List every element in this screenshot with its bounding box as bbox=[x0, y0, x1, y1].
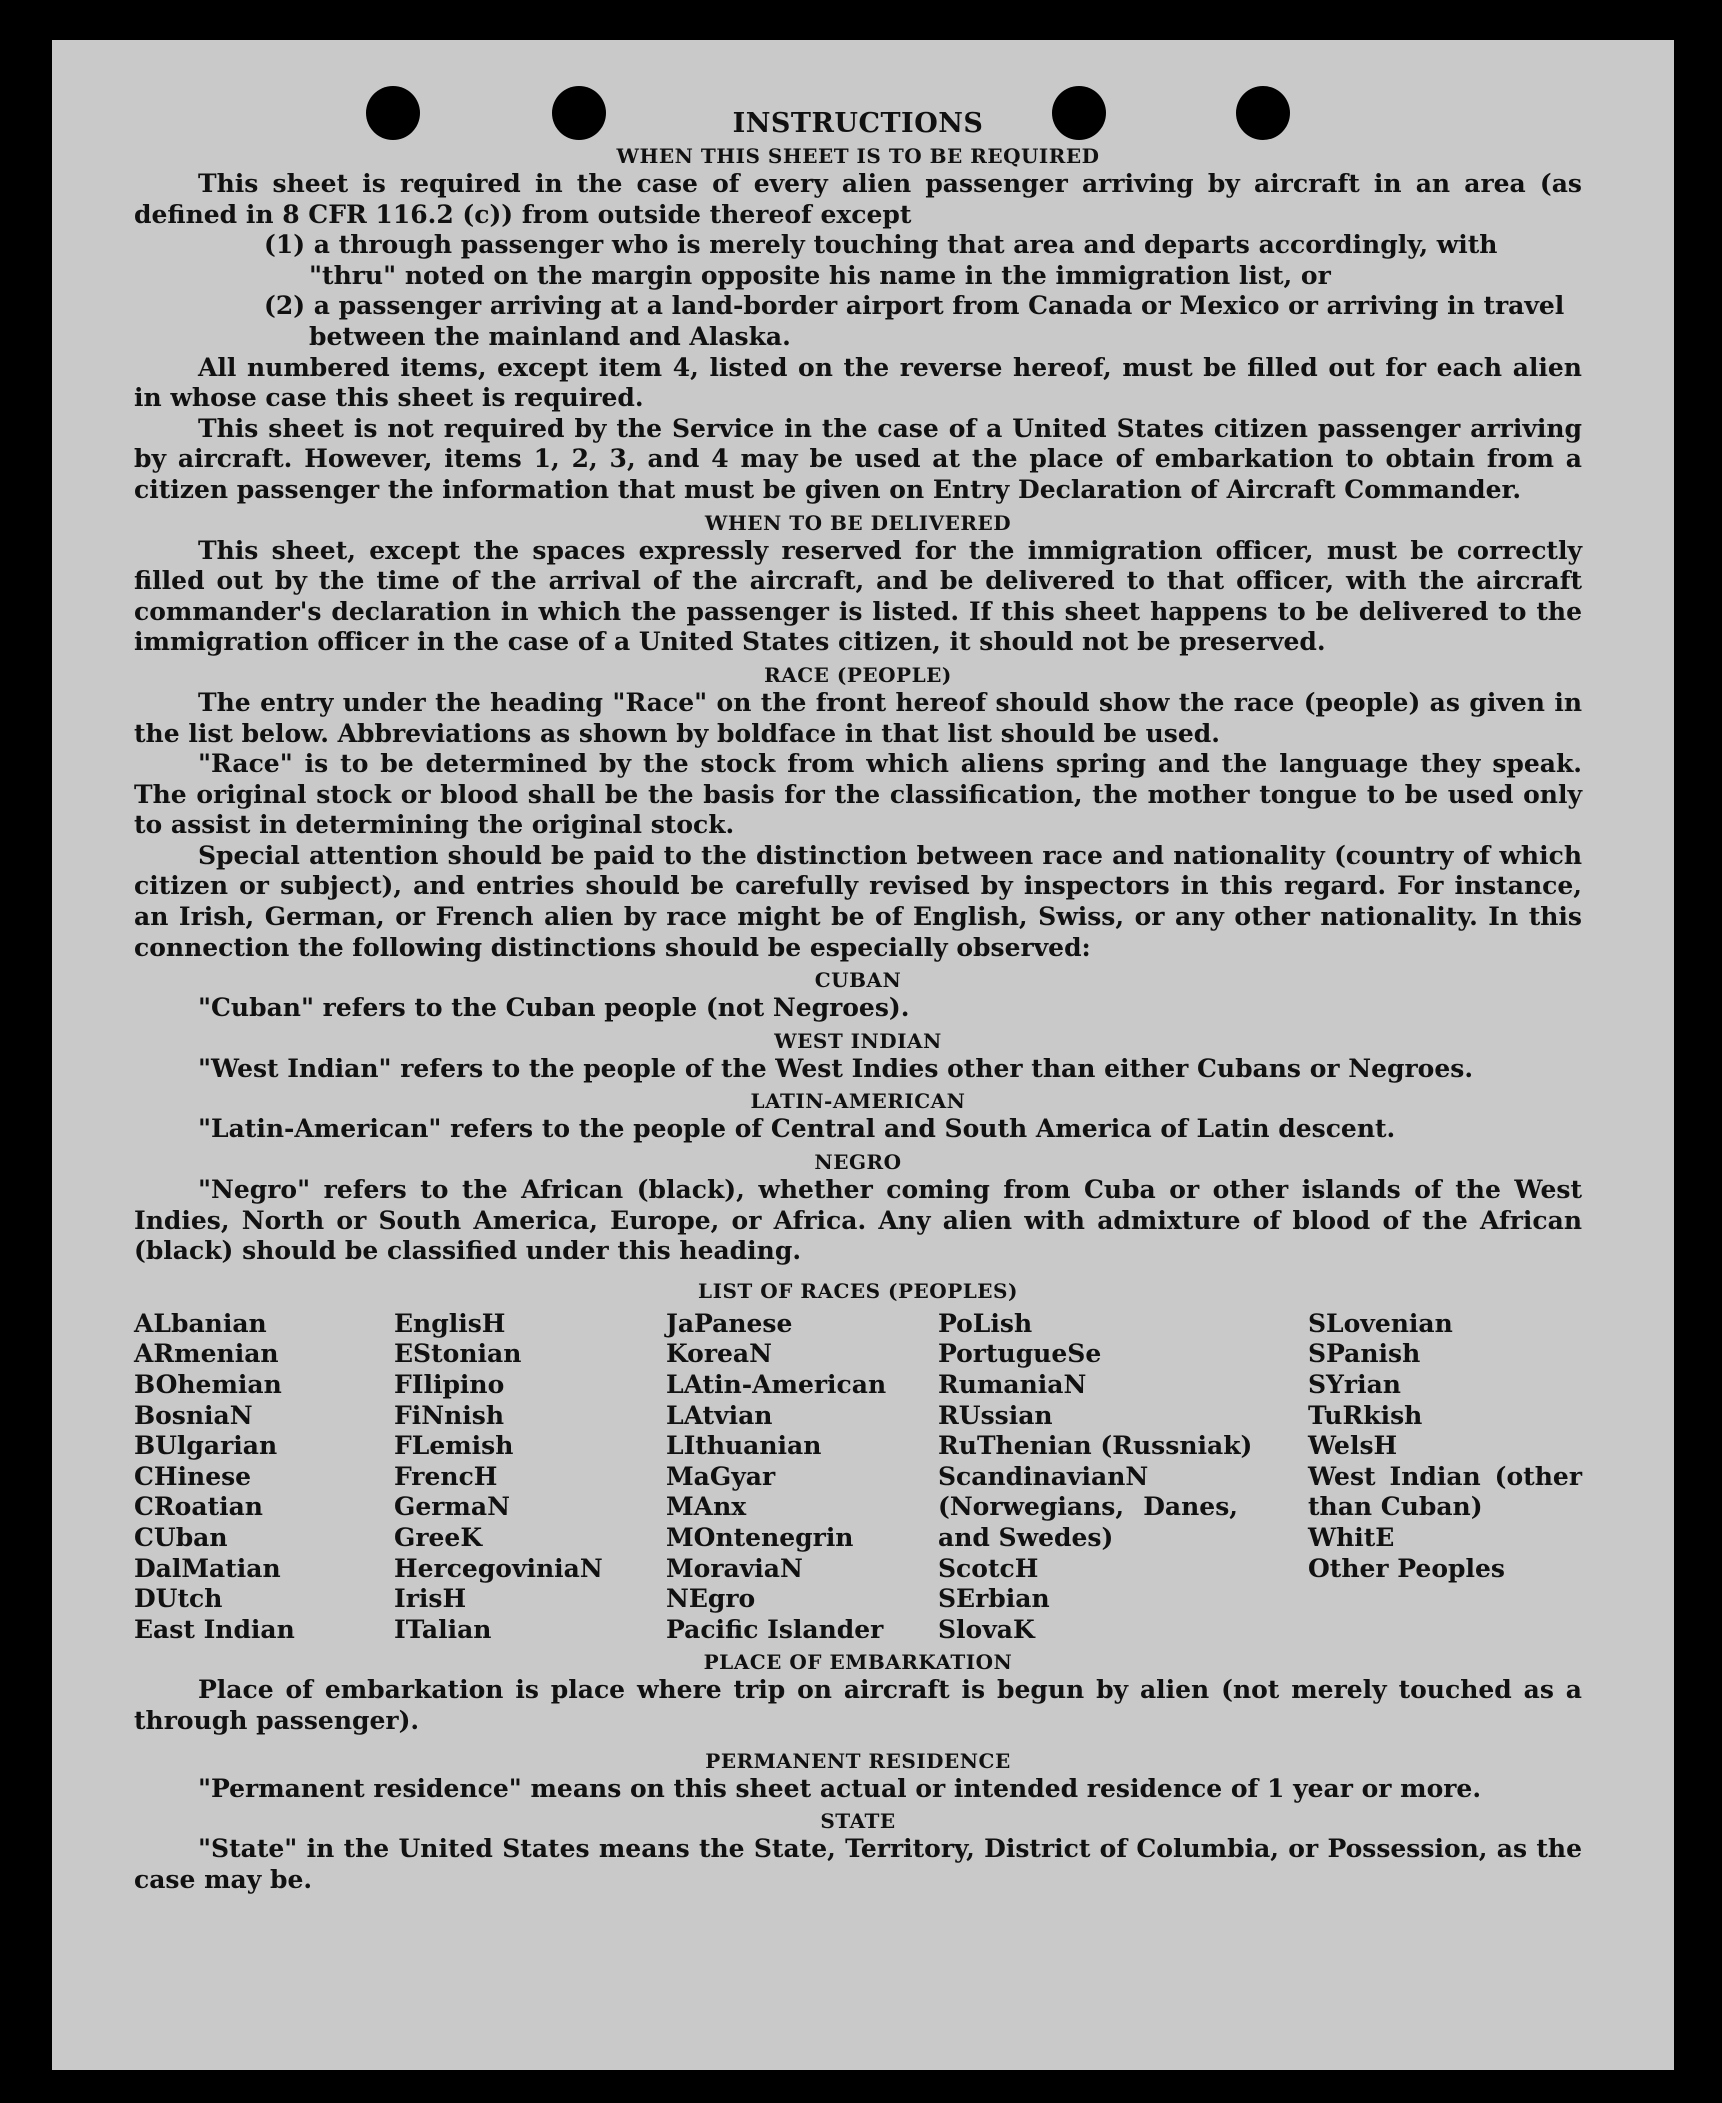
race-entry: LAtin-American bbox=[666, 1370, 887, 1399]
race-entry: HercegoviniaN bbox=[394, 1553, 603, 1583]
paragraph: "Permanent residence" means on this sheet actual or intended residence of 1 year or more. bbox=[198, 1773, 1482, 1803]
race-entry: ScandinavianN (Norwegians, Danes, and Swedes) bbox=[938, 1461, 1238, 1552]
section-heading: WHEN TO BE DELIVERED bbox=[704, 510, 1012, 535]
race-entry: SPanish bbox=[1308, 1339, 1421, 1369]
races-column-5 bbox=[1308, 1309, 1582, 1646]
race-entry: JaPanese bbox=[666, 1308, 793, 1338]
paragraph: This sheet, except the spaces expressly reserved for the immigration officer, must be correctly filled out by the time of the arrival of the aircraft, and be delivered to that officer, with the aircraft commander's declaration in which the passenger is listed. If this sheet happens to be delivered to the immigration officer in the case of a United States citizen, it should not be preserved. bbox=[134, 535, 1582, 657]
race-entry: MoraviaN bbox=[666, 1553, 803, 1583]
race-entry: FiNnish bbox=[394, 1400, 505, 1430]
race-entry: BUlgarian bbox=[134, 1431, 278, 1461]
list-item: (1) a through passenger who is merely touching that area and departs accordingly, with "thru" noted on the margin opposite his name in the immigration list, or bbox=[264, 230, 1498, 290]
race-entry: East Indian bbox=[134, 1614, 295, 1644]
races-column-3 bbox=[666, 1309, 938, 1646]
race-entry: MOntenegrin bbox=[666, 1522, 854, 1552]
race-entry: CRoatian bbox=[134, 1492, 263, 1522]
race-entry: PoLish bbox=[938, 1308, 1033, 1338]
section-heading: STATE bbox=[820, 1809, 896, 1834]
race-entry: IrisH bbox=[394, 1584, 467, 1614]
section-heading: RACE (PEOPLE) bbox=[764, 662, 952, 687]
race-entry: Other Peoples bbox=[1308, 1553, 1505, 1583]
section-heading: CUBAN bbox=[814, 968, 902, 993]
races-column-4 bbox=[938, 1309, 1308, 1646]
section-heading: PLACE OF EMBARKATION bbox=[703, 1650, 1013, 1675]
race-entry: TuRkish bbox=[1308, 1400, 1423, 1430]
race-entry: MaGyar bbox=[666, 1461, 776, 1491]
race-entry: RumaniaN bbox=[938, 1370, 1087, 1399]
paragraph: "West Indian" refers to the people of the West Indies other than either Cubans or Negroes. bbox=[198, 1053, 1474, 1083]
section-heading: WEST INDIAN bbox=[774, 1028, 942, 1053]
race-entry: SLovenian bbox=[1308, 1308, 1453, 1338]
race-entry: LAtvian bbox=[666, 1400, 773, 1430]
race-entry: BOhemian bbox=[134, 1370, 282, 1399]
race-entry: GermaN bbox=[394, 1492, 510, 1522]
document-sheet bbox=[52, 40, 1674, 2070]
section-heading: NEGRO bbox=[814, 1150, 902, 1175]
race-entry: GreeK bbox=[394, 1522, 483, 1552]
section-heading: LATIN-AMERICAN bbox=[750, 1089, 966, 1114]
race-entry: KoreaN bbox=[666, 1339, 772, 1369]
races-column-2 bbox=[394, 1309, 666, 1646]
race-entry: RuThenian (Russniak) bbox=[938, 1431, 1253, 1461]
paragraph: This sheet is not required by the Service in the case of a United States citizen passenger arriving by aircraft. However, items 1, 2, 3, and 4 may be used at the place of embarkation to obtain from a citizen passenger the information that must be given on Entry Declaration of Aircraft Commander. bbox=[134, 413, 1582, 504]
paragraph: This sheet is required in the case of every alien passenger arriving by aircraft in an area (as defined in 8 CFR 116.2 (c)) from outside thereof except bbox=[134, 169, 1582, 229]
section-heading: PERMANENT RESIDENCE bbox=[705, 1748, 1011, 1773]
race-entry: MAnx bbox=[666, 1492, 747, 1522]
race-entry: FrencH bbox=[394, 1461, 498, 1491]
page-title: INSTRUCTIONS bbox=[732, 108, 984, 139]
race-entry: SYrian bbox=[1308, 1370, 1401, 1399]
paragraph: The entry under the heading "Race" on the front hereof should show the race (people) as given in the list below. Abbreviations as shown by boldface in that list should be used. bbox=[134, 687, 1582, 748]
race-entry: EStonian bbox=[394, 1339, 522, 1369]
race-entry: CUban bbox=[134, 1522, 228, 1552]
race-entry: LIthuanian bbox=[666, 1431, 822, 1461]
race-entry: FLemish bbox=[394, 1431, 514, 1461]
paragraph: "Race" is to be determined by the stock from which aliens spring and the language they speak. The original stock or blood shall be the basis for the classification, the mother tongue to be used only to assist in determining the original stock. bbox=[134, 749, 1582, 840]
race-entry: ScotcH bbox=[938, 1553, 1039, 1583]
race-entry: ARmenian bbox=[134, 1339, 279, 1369]
race-entry: NEgro bbox=[666, 1584, 756, 1614]
race-entry: ALbanian bbox=[134, 1308, 267, 1338]
race-entry: DalMatian bbox=[134, 1553, 281, 1583]
list-item: (2) a passenger arriving at a land-border airport from Canada or Mexico or arriving in travel between the mainland and Alaska. bbox=[264, 291, 1565, 351]
race-entry: CHinese bbox=[134, 1461, 252, 1491]
paragraph: "Cuban" refers to the Cuban people (not Negroes). bbox=[198, 993, 910, 1023]
race-entry: DUtch bbox=[134, 1584, 223, 1614]
paragraph: "State" in the United States means the State, Territory, District of Columbia, or Possession, as the case may be. bbox=[134, 1834, 1582, 1894]
race-entry: FIlipino bbox=[394, 1370, 505, 1399]
race-entry: SlovaK bbox=[938, 1614, 1035, 1644]
race-entry: EnglisH bbox=[394, 1308, 506, 1338]
race-entry: BosniaN bbox=[134, 1400, 253, 1430]
race-entry: WelsH bbox=[1308, 1431, 1398, 1461]
race-entry: ITalian bbox=[394, 1614, 492, 1644]
races-list bbox=[134, 1309, 1582, 1646]
section-heading: LIST OF RACES (PEOPLES) bbox=[698, 1278, 1018, 1303]
race-entry: PortugueSe bbox=[938, 1339, 1102, 1369]
race-entry: WhitE bbox=[1308, 1522, 1395, 1552]
race-entry: Pacific Islander bbox=[666, 1614, 884, 1644]
paragraph: All numbered items, except item 4, listed on the reverse hereof, must be filled out for each alien in whose case this sheet is required. bbox=[134, 352, 1582, 413]
section-heading: WHEN THIS SHEET IS TO BE REQUIRED bbox=[616, 144, 1100, 168]
paragraph: Place of embarkation is place where trip on aircraft is begun by alien (not merely touched as a through passenger). bbox=[134, 1675, 1582, 1735]
race-entry: RUssian bbox=[938, 1400, 1053, 1430]
paragraph: "Latin-American" refers to the people of Central and South America of Latin descent. bbox=[198, 1114, 1396, 1144]
race-entry: SErbian bbox=[938, 1584, 1050, 1614]
race-entry: West Indian (other than Cuban) bbox=[1308, 1461, 1582, 1522]
races-column-1 bbox=[134, 1309, 394, 1646]
paragraph: Special attention should be paid to the distinction between race and nationality (country of which citizen or subject), and entries should be carefully revised by inspectors in this regard. For instance, an Irish, German, or French alien by race might be of English, Swiss, or any other nationality. In this connection the following distinctions should be especially observed: bbox=[134, 840, 1582, 962]
paragraph: "Negro" refers to the African (black), whether coming from Cuba or other islands of the West Indies, North or South America, Europe, or Africa. Any alien with admixture of blood of the African (black) should be classified under this heading. bbox=[134, 1175, 1582, 1266]
instructions-body bbox=[134, 108, 1582, 1895]
